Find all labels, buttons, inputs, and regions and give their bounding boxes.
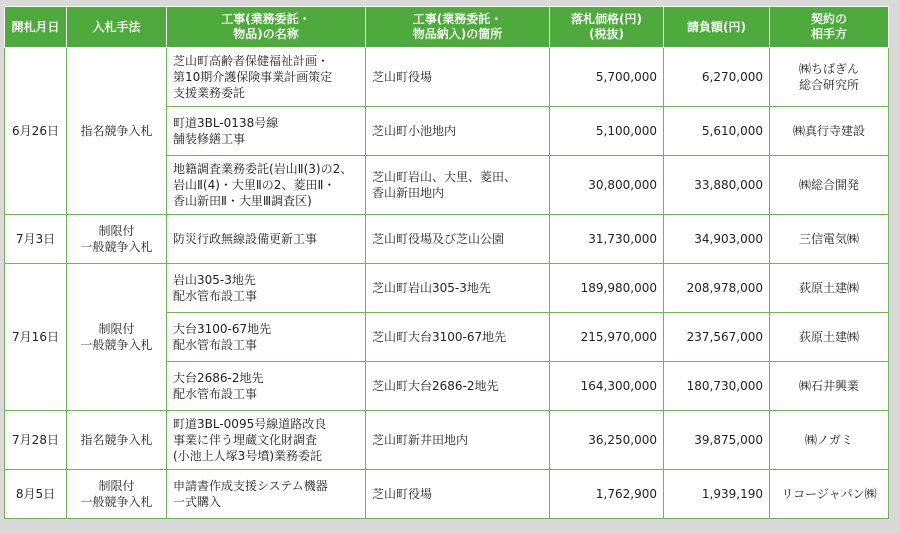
header-contract-amount: 請負額(円)	[664, 7, 770, 48]
method-cell: 制限付 一般競争入札	[67, 470, 167, 519]
contract-amount-cell: 39,875,000	[664, 411, 770, 470]
contract-amount-cell: 5,610,000	[664, 107, 770, 156]
contractor-cell: リコージャパン㈱	[770, 470, 889, 519]
date-cell: 7月3日	[5, 215, 67, 264]
table-row	[5, 411, 889, 470]
date-cell: 7月16日	[5, 264, 67, 411]
name-cell: 大台2686-2地先 配水管布設工事	[167, 362, 366, 411]
place-cell: 芝山町新井田地内	[366, 411, 550, 470]
bid-price-cell: 5,100,000	[550, 107, 664, 156]
contract-amount-cell: 237,567,000	[664, 313, 770, 362]
date-cell: 7月28日	[5, 411, 67, 470]
name-cell: 防災行政無線設備更新工事	[167, 215, 366, 264]
bid-price-cell: 31,730,000	[550, 215, 664, 264]
header-row	[5, 7, 889, 48]
contract-amount-cell: 6,270,000	[664, 48, 770, 107]
contractor-cell: ㈱真行寺建設	[770, 107, 889, 156]
contractor-cell: 三信電気㈱	[770, 215, 889, 264]
header-bid-price: 落札価格(円) (税抜)	[550, 7, 664, 48]
place-cell: 芝山町大台2686-2地先	[366, 362, 550, 411]
contract-amount-cell: 33,880,000	[664, 156, 770, 215]
header-date: 開札月日	[5, 7, 67, 48]
contractor-cell: ㈱石井興業	[770, 362, 889, 411]
name-cell: 申請書作成支援システム機器 一式購入	[167, 470, 366, 519]
header-place: 工事(業務委託・ 物品納入)の箇所	[366, 7, 550, 48]
name-cell: 地籍調査業務委託(岩山Ⅱ(3)の2、 岩山Ⅱ(4)・大里Ⅱの2、菱田Ⅱ・ 香山新田Ⅱ・大里Ⅲ調査区)	[167, 156, 366, 215]
contractor-cell: 荻原土建㈱	[770, 264, 889, 313]
contract-amount-cell: 180,730,000	[664, 362, 770, 411]
place-cell: 芝山町岩山305-3地先	[366, 264, 550, 313]
table-row	[5, 470, 889, 519]
header-method: 入札手法	[67, 7, 167, 48]
method-cell: 制限付 一般競争入札	[67, 215, 167, 264]
method-cell: 指名競争入札	[67, 411, 167, 470]
method-cell: 制限付 一般競争入札	[67, 264, 167, 411]
method-cell: 指名競争入札	[67, 48, 167, 215]
bid-price-cell: 30,800,000	[550, 156, 664, 215]
name-cell: 町道3BL-0095号線道路改良 事業に伴う埋蔵文化財調査 (小池上人塚3号墳)業務委託	[167, 411, 366, 470]
contractor-cell: ㈱総合開発	[770, 156, 889, 215]
header-contractor: 契約の 相手方	[770, 7, 889, 48]
place-cell: 芝山町大台3100-67地先	[366, 313, 550, 362]
bid-price-cell: 36,250,000	[550, 411, 664, 470]
table-row	[5, 264, 889, 313]
bid-price-cell: 5,700,000	[550, 48, 664, 107]
place-cell: 芝山町役場及び芝山公園	[366, 215, 550, 264]
name-cell: 芝山町高齢者保健福祉計画・ 第10期介護保険事業計画策定 支援業務委託	[167, 48, 366, 107]
contract-amount-cell: 208,978,000	[664, 264, 770, 313]
contractor-cell: 荻原土建㈱	[770, 313, 889, 362]
place-cell: 芝山町岩山、大里、菱田、 香山新田地内	[366, 156, 550, 215]
date-cell: 6月26日	[5, 48, 67, 215]
date-cell: 8月5日	[5, 470, 67, 519]
contract-amount-cell: 1,939,190	[664, 470, 770, 519]
place-cell: 芝山町小池地内	[366, 107, 550, 156]
bid-price-cell: 215,970,000	[550, 313, 664, 362]
table-row	[5, 215, 889, 264]
contract-amount-cell: 34,903,000	[664, 215, 770, 264]
name-cell: 町道3BL-0138号線 舗装修繕工事	[167, 107, 366, 156]
table-row	[5, 48, 889, 107]
bid-price-cell: 1,762,900	[550, 470, 664, 519]
place-cell: 芝山町役場	[366, 470, 550, 519]
name-cell: 岩山305-3地先 配水管布設工事	[167, 264, 366, 313]
bid-results-table	[4, 6, 889, 519]
header-name: 工事(業務委託・ 物品)の名称	[167, 7, 366, 48]
place-cell: 芝山町役場	[366, 48, 550, 107]
bid-price-cell: 189,980,000	[550, 264, 664, 313]
contractor-cell: ㈱ちばぎん 総合研究所	[770, 48, 889, 107]
bid-price-cell: 164,300,000	[550, 362, 664, 411]
contractor-cell: ㈱ノガミ	[770, 411, 889, 470]
name-cell: 大台3100-67地先 配水管布設工事	[167, 313, 366, 362]
